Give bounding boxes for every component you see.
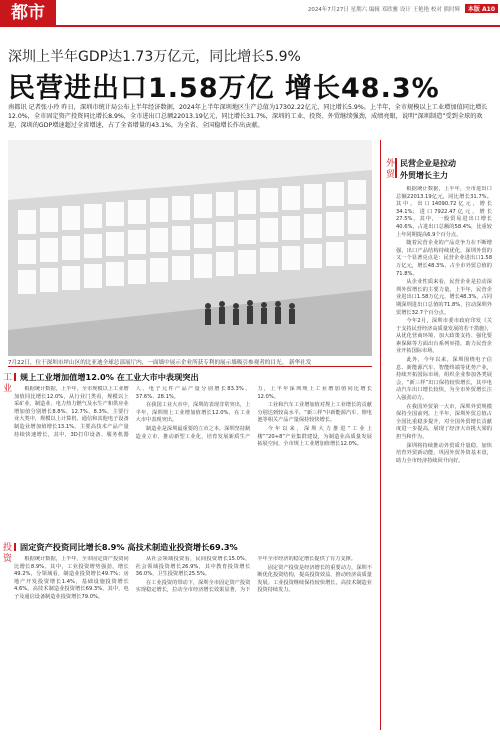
- paragraph: 此外，今年以来，深圳围绕电子信息、新能源汽车、智能终端等优势产业，持续开拓国际市场，组织企业参加各类展会，“新三样”出口保持较快增长，其中电动汽车出口增长较快，为全市外贸增长注入强劲动力。: [396, 357, 492, 402]
- section1-title-text: 规上工业增加值增12.0% 在工业大市中表现突出: [20, 372, 199, 382]
- section2-title: [14, 542, 238, 553]
- sidebar-divider: [380, 140, 381, 730]
- section1-body: [14, 386, 372, 524]
- section-label-industry: 工业: [1, 372, 11, 394]
- article-headline: 民营进出口1.58万亿 增长48.3%: [8, 73, 440, 104]
- paragraph: 今年以来，深圳大力推进“工业上楼”“20+8”产业集群建设，为制造业高质量发展拓展空间，全市规上工业增加值增长12.0%。: [257, 425, 372, 448]
- paragraph: 在我国工业大市中，深圳的表现非常突出，上半年，深圳规上工业增加值增长12.0%，在工业大市中表现突出。: [135, 402, 251, 424]
- section1-title: [14, 372, 199, 383]
- paragraph: 今年2月，深圳市委市政府印发《关于支持民营经济高质量发展的若干措施》，从优化营商环境、加大政策支持、强化要素保障等方面出台系列举措，助力民营企业开拓国际市场。: [396, 318, 492, 355]
- paragraph: 从社会领域投资看，民间投资增长15.0%，社会领域投资增长26.9%，其中教育投资增长36.0%，卫生投资增长25.5%。: [135, 556, 251, 578]
- paragraph: 在工业投资的带动下，深圳全市固定资产投资实现稳定增长，拉动全市经济增长效果显著，为下半年全市经济的稳定增长提供了有力支撑。: [135, 556, 356, 594]
- section-label-trade: 外贸: [384, 158, 394, 180]
- photo-caption: 7月22日，位于深圳市坪山区的比亚迪全球总部展厅内，一面墙中展示企业所获专利的展示墙吸引参观者的目光。 新华社发: [8, 360, 312, 366]
- paragraph: 深圳将持续推动外贸质升量稳，加快培育外贸新动能，巩固外贸外资基本盘，助力全市经济持续回升向好。: [396, 442, 492, 464]
- exhibition-photo: [8, 140, 372, 356]
- article-subtitle: 深圳上半年GDP达1.73万亿元，同比增长5.9%: [8, 49, 301, 65]
- paragraph: 在我国外贸第一大市，深圳外贸规模保持全国前列。上半年，深圳外贸总值占全国比重稳步提升，对全国外贸增长贡献度进一步提高，展现了经济大市挑大梁的担当和作为。: [396, 403, 492, 440]
- section2-body: [14, 556, 372, 736]
- title-marker: [14, 373, 16, 381]
- section-divider: [8, 366, 372, 367]
- page-badge: 本版 A10: [465, 4, 498, 13]
- title-marker: [14, 543, 16, 551]
- paragraph: 工业和汽车工业增加值对规上工业增长的贡献分别达到较高水平，“新三样”中新能源汽车、锂电池等相关产品产量保持较快增长。: [257, 402, 372, 424]
- sidebar-title-line1: 民营企业是拉动: [400, 159, 456, 168]
- photo-illustration: [8, 140, 372, 356]
- paragraph: 根据统计数据，上半年，全市规模以上工业增加值同比增长12.0%，从行业门类看，规模以上采矿业、制造业、电力热力燃气及水生产和供应业增加值分别增长8.8%、12.7%、8.3%。主要行业大类中，规模以上计算机、通信和其他电子设备制造业增加值增长13.1%。主要高技术产品产量持续快速增长，其中，3D打印设备、服务机器人、电子元件产品产量分别增长83.3%、37.6%、28.1%。: [14, 386, 251, 438]
- paragraph: 根据统计数据，上半年，全市固定资产投资同比增长8.9%。其中，工业投资增势强劲，增长49.2%，分领域看，制造业投资增长49.7%；房地产开发投资增长1.4%，基础设施投资增长4.6%。高技术制造业投资增长69.3%，其中，电子及通信设备制造业投资增长79.0%。: [14, 556, 129, 600]
- sidebar-body: [396, 186, 492, 734]
- paragraph: 根据统计数据，上半年，全市进出口总额22013.19亿元，同比增长31.7%。其中，出口14090.72亿元，增长34.1%；进口7922.47亿元，增长27.5%。其中，一般贸易进出口增长40.6%，占进出口总额的58.4%，比重较上年同期提高6.9个百分点。: [396, 186, 492, 238]
- header-info: [250, 4, 498, 13]
- header-rule: [56, 25, 500, 27]
- section2-title-text: 固定资产投资同比增长8.9% 高技术制造业投资增长69.3%: [20, 542, 238, 552]
- article-lead: 南都讯 记者张小玲 昨日，深圳市统计局公布上半年经济数据，2024年上半年深圳地区生产总值为17302.22亿元，同比增长5.9%。上半年，全市规模以上工业增加值同比增长12.0%，全市固定资产投资同比增长8.9%，全市进出口总额22013.19亿元，同比增长31.7%，深圳的工业、投资、外贸继续强劲，成绩亮眼，说明“深圳制造”受到全球的欢迎，深圳的GDP增速超过全省增速，占了全省增量的43.1%，为全省、全国稳增长作出贡献。: [8, 104, 488, 129]
- paragraph: 从企业性质来看，民营企业是拉动深圳外贸增长的主要力量。上半年，民营企业进出口1.58万亿元，增长48.3%，占同期深圳进出口总值的71.8%，拉动深圳外贸增长32.7个百分点。: [396, 279, 492, 316]
- paragraph: 随着民营企业的产品竞争力在不断增强，出口产品结构持续优化，深圳外贸的又一个显著亮点是：民营企业进出口1.58万亿元，增长48.3%，占全市外贸总值的71.8%。: [396, 240, 492, 277]
- sidebar-title-line2: 外贸增长主力: [400, 171, 448, 180]
- paragraph: 制造业是深圳最重要的立市之本，深圳坚持制造业立市，推动新型工业化，培育发展新质生产力，上半年深圳规上工业增加值同比增长12.0%。: [135, 386, 372, 440]
- paragraph: 固定资产投资是经济增长的重要动力，深圳不断优化投资结构，提高投资效益，推动经济高质量发展。工业投资继续保持较快增长，高技术制造业投资持续发力。: [257, 564, 372, 594]
- section-label-investment: 投资: [1, 542, 11, 564]
- page-header: [0, 0, 500, 27]
- sidebar-title-marker: [395, 158, 397, 178]
- header-meta: 2024年7月27日 星期六 编辑 邓欣雅 设计 王艳艳 校对 熊时辉: [307, 7, 461, 13]
- section-tag: 都市: [0, 0, 56, 27]
